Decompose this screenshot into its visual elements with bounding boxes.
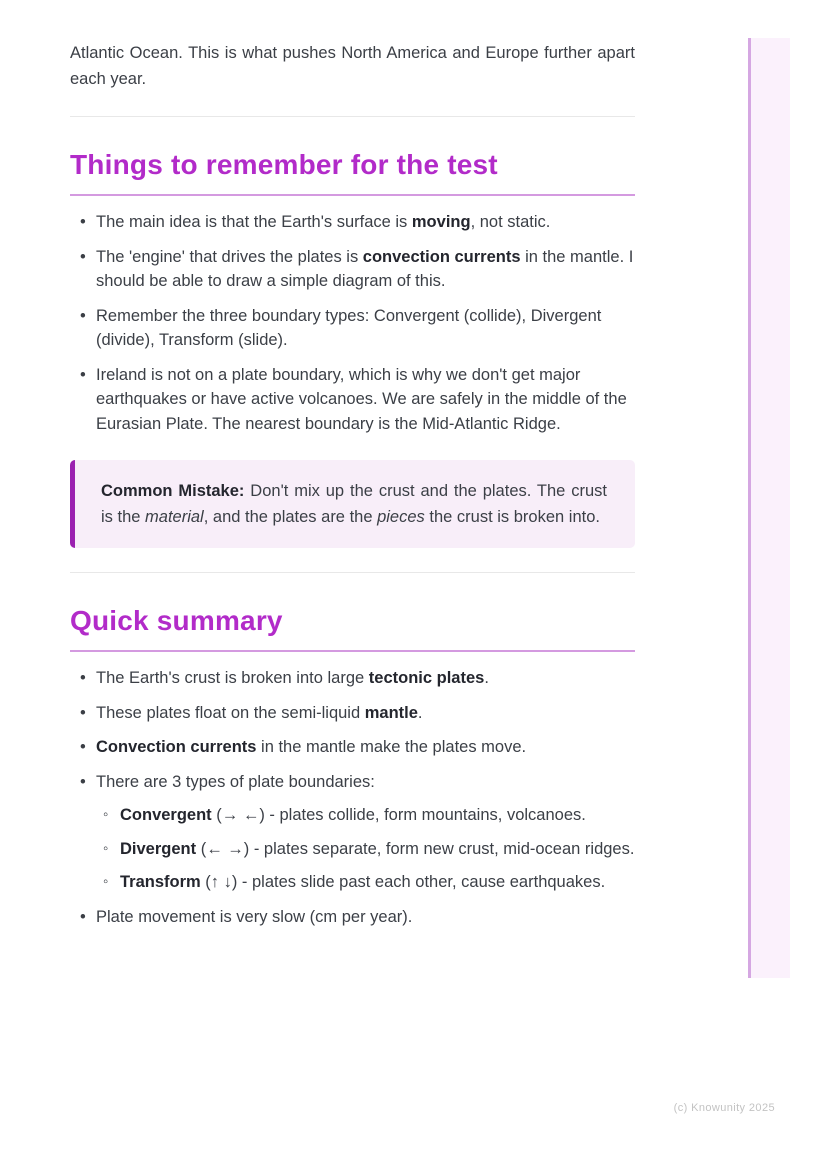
list-item: ◦ Convergent (→ ←) - plates collide, form mountains, volcanoes. [120, 803, 635, 828]
list-item: • The Earth's crust is broken into large tectonic plates. [96, 666, 635, 691]
page-content [70, 0, 635, 939]
list-item: • Convection currents in the mantle make the plates move. [96, 735, 635, 760]
section-divider [70, 572, 635, 573]
list-item: • Ireland is not on a plate boundary, which is why we don't get major earthquakes or have active volcanoes. We are safely in the middle of the Eurasian Plate. The nearest boundary is the Mid-Atlantic Ridge. [96, 363, 635, 437]
list-item: ◦ Divergent (← →) - plates separate, form new crust, mid-ocean ridges. [120, 837, 635, 862]
section-title-things-to-remember: Things to remember for the test [70, 147, 635, 196]
sub-list [96, 803, 635, 895]
list-item: • Plate movement is very slow (cm per year). [96, 905, 635, 930]
list-item: • The 'engine' that drives the plates is convection currents in the mantle. I should be able to draw a simple diagram of this. [96, 245, 635, 294]
intro-paragraph: Atlantic Ocean. This is what pushes North America and Europe further apart each year. [70, 44, 635, 88]
list-item: • There are 3 types of plate boundaries: ◦ Convergent (→ ←) - plates collide, form mountains, volcanoes. ◦ Divergent (← →) - plates separate, form new crust, mid-ocean ridges. ◦ Transform (↑ ↓) - plates slide past each other, cause earthquakes. [96, 770, 635, 895]
remember-list [70, 210, 635, 436]
common-mistake-callout: Common Mistake: Don't mix up the crust and the plates. The crust is the material, and the plates are the pieces the crust is broken into. [70, 460, 635, 548]
summary-list [70, 666, 635, 929]
list-item: • Remember the three boundary types: Convergent (collide), Divergent (divide), Transform (slide). [96, 304, 635, 353]
next-page-edge [748, 38, 790, 978]
list-item: • The main idea is that the Earth's surface is moving, not static. [96, 210, 635, 235]
section-divider [70, 116, 635, 117]
list-item: • These plates float on the semi-liquid mantle. [96, 701, 635, 726]
list-item: ◦ Transform (↑ ↓) - plates slide past each other, cause earthquakes. [120, 870, 635, 895]
section-title-quick-summary: Quick summary [70, 603, 635, 652]
copyright-footer: (c) Knowunity 2025 [673, 1102, 775, 1114]
